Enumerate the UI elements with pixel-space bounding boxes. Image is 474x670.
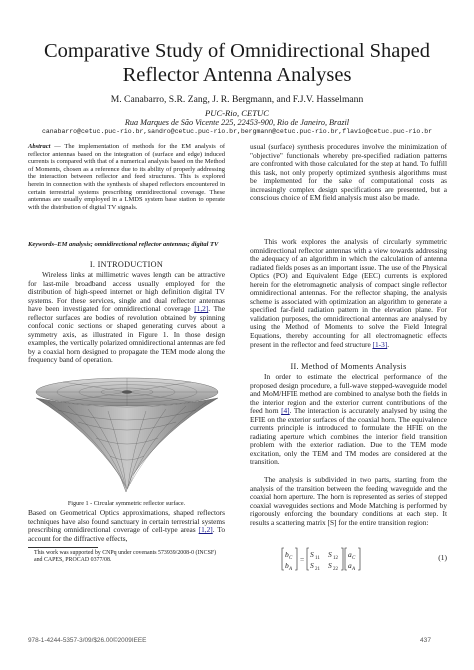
svg-text:A: A xyxy=(352,567,356,572)
svg-text:S: S xyxy=(310,561,314,570)
citation-link[interactable]: [4] xyxy=(281,406,290,416)
citation-link[interactable]: [1-3] xyxy=(372,339,388,349)
svg-text:11: 11 xyxy=(315,556,320,561)
paragraph-after-figure: Based on Geometrical Optics approximations, shaped reflectors techniques have also found sanctuary in certain terrestrial systems prescribing omnidirectional coverage of cell-type areas [1,2]. To account for the diffractive effects, xyxy=(28,508,226,543)
affiliation: PUC-Rio, CETUC xyxy=(205,108,269,118)
reflector-surface-drawing xyxy=(28,358,225,496)
abstract xyxy=(28,143,225,211)
svg-text:12: 12 xyxy=(333,556,338,561)
svg-text:S: S xyxy=(328,550,332,559)
abstract-label: Abstract xyxy=(28,143,51,150)
footnote-divider xyxy=(28,547,98,548)
figure-1-reflector-image xyxy=(28,358,225,496)
svg-text:b: b xyxy=(285,550,289,559)
title-line-2: Reflector Antenna Analyses xyxy=(122,64,352,86)
title-line-1: Comparative Study of Omnidirectional Shaped xyxy=(43,40,430,62)
svg-text:a: a xyxy=(348,550,352,559)
scattering-matrix-equation xyxy=(250,545,420,575)
address: Rua Marques de São Vicente 225, 22453-900, Rio de Janeiro, Brazil xyxy=(124,118,350,127)
right-paragraph-3: In order to estimate the electrical performance of the proposed design procedure, a full-wave stepped-waveguide model and MoM/HFIE method are combined to analyse both the fields in the interior region and the exterior current contributions of the feed horn [4]. The interaction is accurately analysed by using the EFIE on the exterior surfaces of the coaxial horn. The equivalence currents principle is introduced to formulate the HFIE on the radiating aperture which combines the interior field transition problem with the exterior radiation. Due to the TEM mode excitation, only the TEM and TM modes are considered at the transition. xyxy=(250,372,447,467)
citation-link[interactable]: [1,2] xyxy=(198,525,213,535)
paper-title xyxy=(20,39,454,87)
svg-text:21: 21 xyxy=(315,567,320,572)
funding-footnote: This work was supported by CNPq under covenants 573939/2008-0 (INCSF) and CAPES, PROCAD 0377/08. xyxy=(34,550,217,563)
introduction-paragraph: Wireless links at millimetric waves length can be attractive for last-mile broadband access usually employed for the distribution of high-speed internet or high definition digital TV systems. For these services, single and dual reflector antennas have been investigated for omnidirectional coverage [1,2]. The reflector surfaces are bodies of revolution obtained by spinning confocal conic sections or shaped generating curves about a symmetry axis, as illustrated in Figure 1. In those design examples, the vertically polarized omnidirectional antennas are fed by a coaxial horn designed to propagate the TEM mode along the frequency band of operation. xyxy=(28,270,225,365)
citation-link[interactable]: [1,2] xyxy=(194,304,209,314)
svg-text:C: C xyxy=(289,556,293,561)
svg-text:22: 22 xyxy=(333,567,338,572)
emails[interactable]: canabarro@cetuc.puc-rio.br,sandro@cetuc.puc-rio.br,bergmann@cetuc.puc-rio.br,flavio@cetuc.puc-rio.br xyxy=(41,128,433,135)
equation-number: (1) xyxy=(438,553,447,562)
svg-text:C: C xyxy=(352,556,356,561)
section-2-heading: II. Method of Moments Analysis xyxy=(290,362,407,371)
svg-text:a: a xyxy=(348,561,352,570)
page-number: 437 xyxy=(420,637,432,644)
svg-text:S: S xyxy=(310,550,314,559)
figure-1-caption: Figure 1 - Circular symmetric reflector surface. xyxy=(67,500,186,507)
abstract-text: — The implementation of methods for the EM analysis of reflector antennas based on the integration of (surface and edge) induced currents is compared with that of a numerical analysis based on the Method of Moments, chosen as a reference due to its ability of properly addressing the interaction between reflector and feed structures. This is explored herein in connection with the synthesis of shaped reflectors encountered in certain terrestrial systems prescribing omnidirectional coverage. These antennas are usually employed in a LMDS system base station to operate with the distribution of digital TV signals. xyxy=(28,143,225,211)
svg-text:A: A xyxy=(289,567,293,572)
isbn-footer: 978-1-4244-5357-3/09/$26.00©2009IEEE xyxy=(28,637,147,644)
right-paragraph-4: The analysis is subdivided in two parts, starting from the analysis of the transition between the feeding waveguide and the coaxial horn aperture. The horn is represented as series of stepped coaxial waveguides sections and Mode Matching is performed by rigorously enforcing the boundary conditions at each step. It results a scattering matrix [S] for the entire transition region: xyxy=(250,475,447,527)
keywords: Keywords–EM analysis; omnidirectional reflector antennas; digital TV xyxy=(28,241,219,248)
equation-1 xyxy=(250,545,447,575)
authors: M. Canabarro, S.R. Zang, J. R. Bergmann, and F.J.V. Hasselmann xyxy=(110,94,364,105)
svg-text:S: S xyxy=(328,561,332,570)
section-1-heading: I. INTRODUCTION xyxy=(89,260,164,269)
svg-text:=: = xyxy=(300,555,305,564)
right-paragraph-1: usual (surface) synthesis procedures involve the minimization of "objective" functionals whereby pre-specified radiation patterns are confronted with those calculated for the step at hand. To fulfill this task, not only properly optimized synthesis algorithms must be implemented for the sake of computational costs as increasingly complex design specifications are presented, but a conscious choice of EM field analysis must also be made. xyxy=(250,142,447,203)
svg-text:b: b xyxy=(285,561,289,570)
right-paragraph-2: This work explores the analysis of circularly symmetric omnidirectional reflector antennas with a view towards addressing the adequacy of an algorithm in which the calculation of antenna radiated fields poses as an important issue. The use of the Physical Optics (PO) and Equivalent Edge (EEC) currents is explored herein for the eletromagnetic analysis of compact single reflector omnidirectional antennas. For the reflector shaping, the analysis scheme is associated with optimization an algorithm to generate a specified far-field radiation pattern in the elevation plane. For validation purposes, the omnidirectional antennas are analysed by using the Method of Moments to solve the Field Integral Equations, thereby accounting for all electromagnetic effects present in the reflector and feed structure [1-3]. xyxy=(250,237,447,349)
